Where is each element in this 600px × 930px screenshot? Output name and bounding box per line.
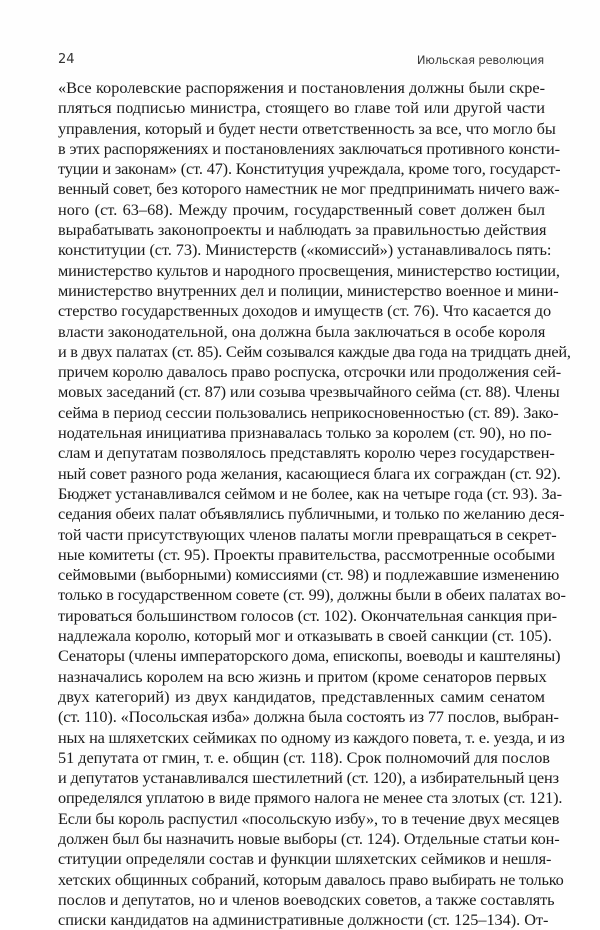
text-line: 51 депутата от гмин, т. е. общин (ст. 118). Срок полномочий для послов xyxy=(58,747,550,767)
text-line: и в двух палатах (ст. 85). Сейм созывался каждые два года на тридцать дней, xyxy=(58,341,571,361)
text-line: двух категорий) из двух кандидатов, представленных самим сенатом xyxy=(58,686,545,706)
body-text xyxy=(58,78,571,930)
text-line: списки кандидатов на административные должности (ст. 125–134). От- xyxy=(58,910,549,930)
text-line: ных на шляхетских сеймиках по одному из каждого повета, т. е. уезда, и из xyxy=(58,727,565,747)
text-line: той части присутствующих членов палаты могли превращаться в секрет- xyxy=(58,524,557,544)
text-line: управления, который и будет нести ответственность за все, что могло бы xyxy=(58,118,556,138)
text-line: седания обеих палат объявлялись публичными, и только по желанию деся- xyxy=(58,504,565,524)
text-line: определялся уплатою в виде прямого налога не менее ста злотых (ст. 121). xyxy=(58,788,563,808)
text-line: министерство культов и народного просвещения, министерство юстиции, xyxy=(58,260,560,280)
text-line: сеймовыми (выборными) комиссиями (ст. 98) и подлежавшие изменению xyxy=(58,565,560,585)
text-line: сейма в период сессии пользовались неприкосновенностью (ст. 89). Зако- xyxy=(58,402,559,422)
text-line: назначались королем на всю жизнь и притом (кроме сенаторов первых xyxy=(58,666,547,686)
text-line: надлежала королю, который мог и отказывать в своей санкции (ст. 105). xyxy=(58,626,552,646)
text-line: причем королю давалось право роспуска, отсрочки или продолжения сей- xyxy=(58,362,562,382)
text-line: стерство государственных доходов и имуществ (ст. 76). Что касается до xyxy=(58,301,552,321)
running-head xyxy=(58,50,544,70)
text-line: власти законодательной, она должна была заключаться в особе короля xyxy=(58,321,546,341)
text-line: венный совет, без которого наместник не мог предпринимать ничего важ- xyxy=(58,179,560,199)
page-number: 24 xyxy=(58,52,75,67)
text-line: и депутатов устанавливался шестилетний (ст. 120), а избирательный ценз xyxy=(58,768,559,788)
text-line: Сенаторы (члены императорского дома, епископы, воеводы и каштеляны) xyxy=(58,646,561,666)
text-line: в этих распоряжениях и постановлениях заключаться противного консти- xyxy=(58,138,560,158)
text-line: Если бы король распустил «посольскую избу», то в течение двух месяцев xyxy=(58,808,560,828)
text-line: министерство внутренних дел и полиции, министерство военное и мини- xyxy=(58,280,559,300)
text-line: должен был бы назначить новые выборы (ст. 124). Отдельные статьи кон- xyxy=(58,828,560,848)
text-line: ный совет разного рода желания, касающиеся блага их сограждан (ст. 92). xyxy=(58,463,561,483)
text-line: ституции определяли состав и функции шляхетских сеймиков и нешля- xyxy=(58,849,552,869)
text-line: пляться подписью министра, стоящего во главе той или другой части xyxy=(58,98,545,118)
text-line: ного (ст. 63–68). Между прочим, государственный совет должен был xyxy=(58,199,545,219)
text-line: мовых заседаний (ст. 87) или созыва чрезвычайного сейма (ст. 88). Члены xyxy=(58,382,560,402)
text-line: слам и депутатам позволялось представлять королю через государствен- xyxy=(58,443,555,463)
text-line: (ст. 110). «Посольская изба» должна была состоять из 77 послов, выбран- xyxy=(58,707,559,727)
text-line: нодательная инициатива признавалась только за королем (ст. 90), но по- xyxy=(58,423,552,443)
chapter-title: Июльская революция xyxy=(416,53,544,67)
text-line: послов и депутатов, но и членов воеводских советов, а также составлять xyxy=(58,889,555,909)
text-line: только в государственном совете (ст. 99), должны были в обеих палатах во- xyxy=(58,585,566,605)
text-line: вырабатывать законопроекты и наблюдать за правильностью действия xyxy=(58,220,547,240)
text-line: хетских общинных собраний, которым давалось право выбирать не только xyxy=(58,869,564,889)
text-line: Бюджет устанавливался сеймом и не более, как на четыре года (ст. 93). За- xyxy=(58,483,562,503)
text-line: тироваться большинством голосов (ст. 102). Окончательная санкция при- xyxy=(58,605,557,625)
text-line: «Все королевские распоряжения и постановления должны были скре- xyxy=(58,78,545,97)
text-line: конституции (ст. 73). Министерств («комиссий») устанавливалось пять: xyxy=(58,240,552,260)
text-line: ные комитеты (ст. 95). Проекты правительства, рассмотренные особыми xyxy=(58,544,555,564)
text-line: туции и законам» (ст. 47). Конституция учреждала, кроме того, государст- xyxy=(58,159,561,179)
